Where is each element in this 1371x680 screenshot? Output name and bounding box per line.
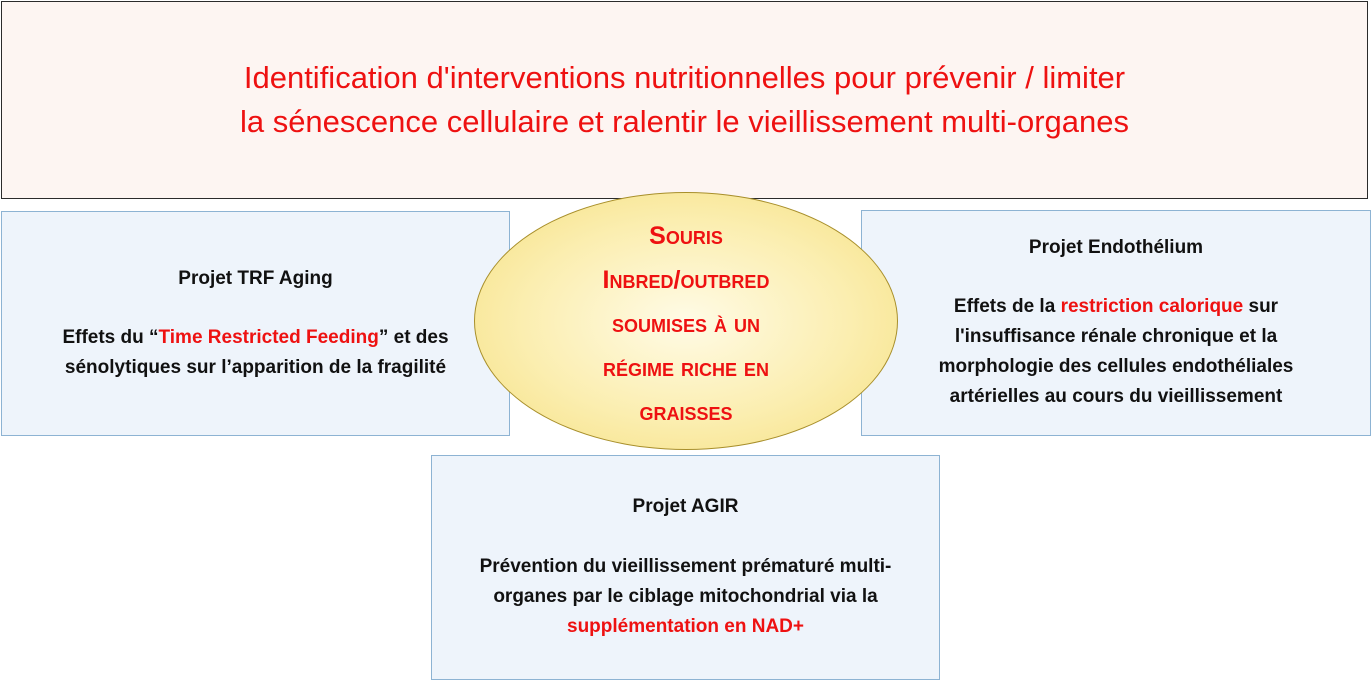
center-line-2: Inbred/outbred (602, 266, 770, 294)
project-trf-desc-highlight: Time Restricted Feeding (158, 327, 379, 348)
title-box (1, 1, 1368, 199)
project-endothelium-description (876, 292, 1356, 412)
title-line-1: Identification d'interventions nutritionnelles pour prévenir / limiter (243, 60, 1126, 95)
project-agir-title: Projet AGIR (632, 496, 739, 517)
project-agir-desc-highlight: supplémentation en NAD+ (567, 616, 804, 637)
project-endothelium-desc-line4: artérielles au cours du vieillissement (949, 386, 1283, 407)
center-ellipse-text (603, 214, 770, 434)
project-endothelium-desc-post: sur (1243, 296, 1279, 317)
project-endothelium-desc-line2: l'insuffisance rénale chronique et la (954, 326, 1278, 347)
project-trf-box (1, 211, 510, 436)
project-endothelium-box (861, 210, 1371, 436)
project-endothelium-desc-pre: Effets de la (953, 296, 1061, 317)
project-trf-desc-line2: sénolytiques sur l’apparition de la fragilité (64, 357, 447, 378)
title-line-2: la sénescence cellulaire et ralentir le vieillissement multi-organes (239, 104, 1130, 139)
project-trf-desc-pre: Effets du “ (62, 327, 159, 348)
project-trf-description (10, 323, 501, 383)
center-line-4: régime riche en (603, 354, 769, 382)
center-ellipse (474, 192, 898, 450)
project-trf-title: Projet TRF Aging (178, 268, 333, 289)
center-line-1: Souris (649, 222, 723, 250)
project-endothelium-desc-highlight: restriction calorique (1060, 296, 1244, 317)
center-line-5: graisses (639, 398, 733, 426)
project-agir-desc-line2: organes par le ciblage mitochondrial via la (493, 586, 878, 607)
project-agir-description (440, 552, 931, 642)
project-agir-desc-line1: Prévention du vieillissement prématuré multi- (479, 556, 892, 577)
project-endothelium-desc-line3: morphologie des cellules endothéliales (938, 356, 1294, 377)
center-line-3: soumises à un (612, 310, 760, 338)
project-agir-box (431, 455, 940, 680)
project-endothelium-title: Projet Endothélium (1028, 237, 1204, 258)
project-trf-desc-post: ” et des (378, 327, 449, 348)
